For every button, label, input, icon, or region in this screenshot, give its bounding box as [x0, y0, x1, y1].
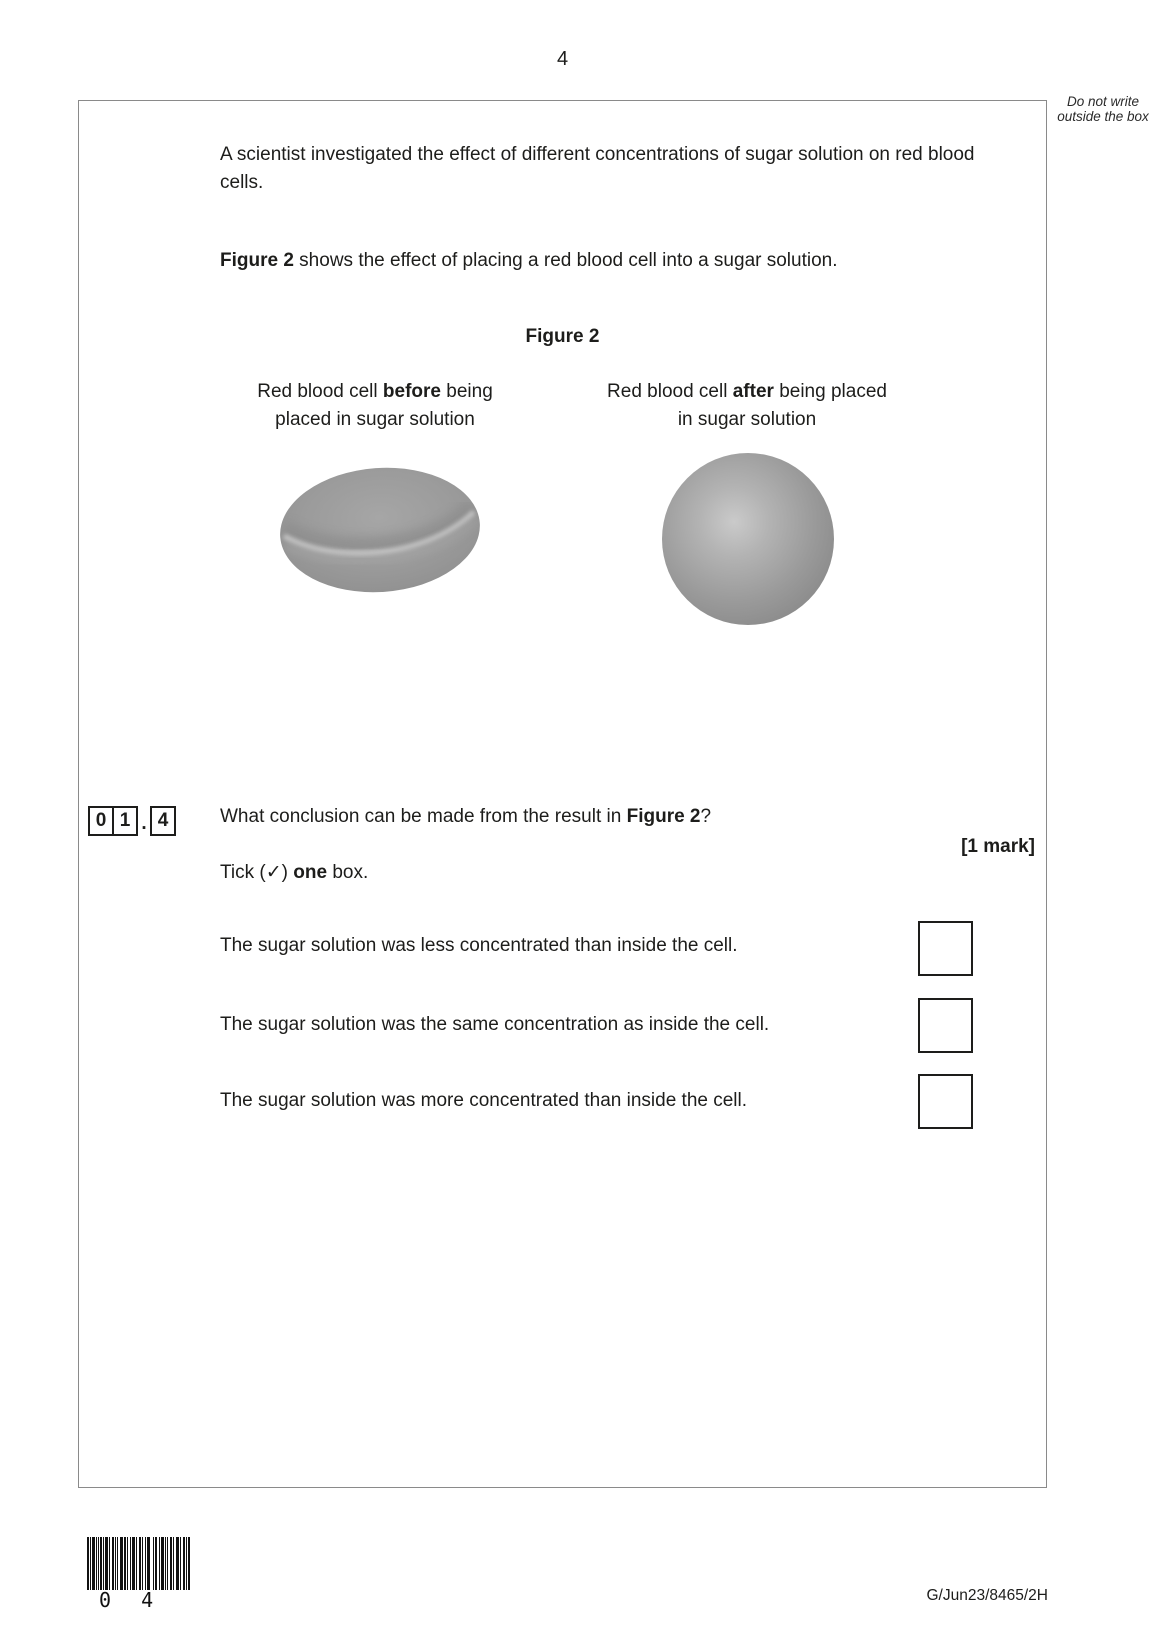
question-number-box-4: 4	[150, 806, 176, 836]
figure-ref-rest: shows the effect of placing a red blood cell into a sugar solution.	[293, 250, 838, 271]
caption-after-pre: Red blood cell	[607, 381, 733, 402]
question-text-post: ?	[700, 806, 712, 827]
option-label-less-concentrated: The sugar solution was less concentrated than inside the cell.	[220, 935, 738, 956]
tick-instruction-post: box.	[327, 862, 369, 883]
tick-instruction-mid: )	[281, 862, 294, 883]
tick-box-same-concentration[interactable]	[918, 998, 973, 1053]
tick-box-more-concentrated[interactable]	[918, 1074, 973, 1129]
question-number-box-0: 0	[88, 806, 114, 836]
paper-reference: G/Jun23/8465/2H	[926, 1587, 1048, 1604]
option-label-same-concentration: The sugar solution was the same concentration as inside the cell.	[220, 1014, 770, 1035]
figure-ref-bold: Figure 2	[220, 250, 294, 271]
caption-after-post: being placed in sugar solution	[677, 381, 887, 430]
margin-note: Do not write outside the box	[1057, 94, 1149, 124]
tick-instruction-bold: one	[293, 862, 328, 883]
question-number-separator: .	[141, 813, 147, 834]
red-blood-cell-after-image	[660, 451, 836, 627]
caption-before	[230, 378, 520, 434]
caption-after-bold: after	[732, 381, 774, 402]
marks-label: [1 mark]	[961, 836, 1035, 857]
tick-instruction-pre: Tick (	[220, 862, 266, 883]
tick-instruction	[220, 859, 820, 887]
tick-box-less-concentrated[interactable]	[918, 921, 973, 976]
question-number	[88, 806, 176, 836]
caption-before-post: being placed in sugar solution	[275, 381, 493, 430]
check-icon: ✓	[265, 862, 282, 883]
question-border-box	[78, 100, 1047, 1488]
figure-reference-paragraph	[220, 247, 1020, 275]
question-text-bold: Figure 2	[626, 806, 701, 827]
intro-paragraph: A scientist investigated the effect of different concentrations of sugar solution on red blood cells.	[220, 144, 975, 193]
barcode	[87, 1537, 191, 1590]
barcode-digits: 0 4	[99, 1588, 156, 1612]
caption-before-bold: before	[382, 381, 441, 402]
red-blood-cell-before-image	[272, 458, 488, 608]
page-number: 4	[556, 48, 569, 70]
figure-title: Figure 2	[525, 326, 600, 347]
question-text	[220, 803, 980, 831]
option-label-more-concentrated: The sugar solution was more concentrated than inside the cell.	[220, 1090, 748, 1111]
caption-after	[602, 378, 892, 434]
question-number-box-1: 1	[112, 806, 138, 836]
caption-before-pre: Red blood cell	[257, 381, 383, 402]
question-text-pre: What conclusion can be made from the result in	[220, 806, 627, 827]
